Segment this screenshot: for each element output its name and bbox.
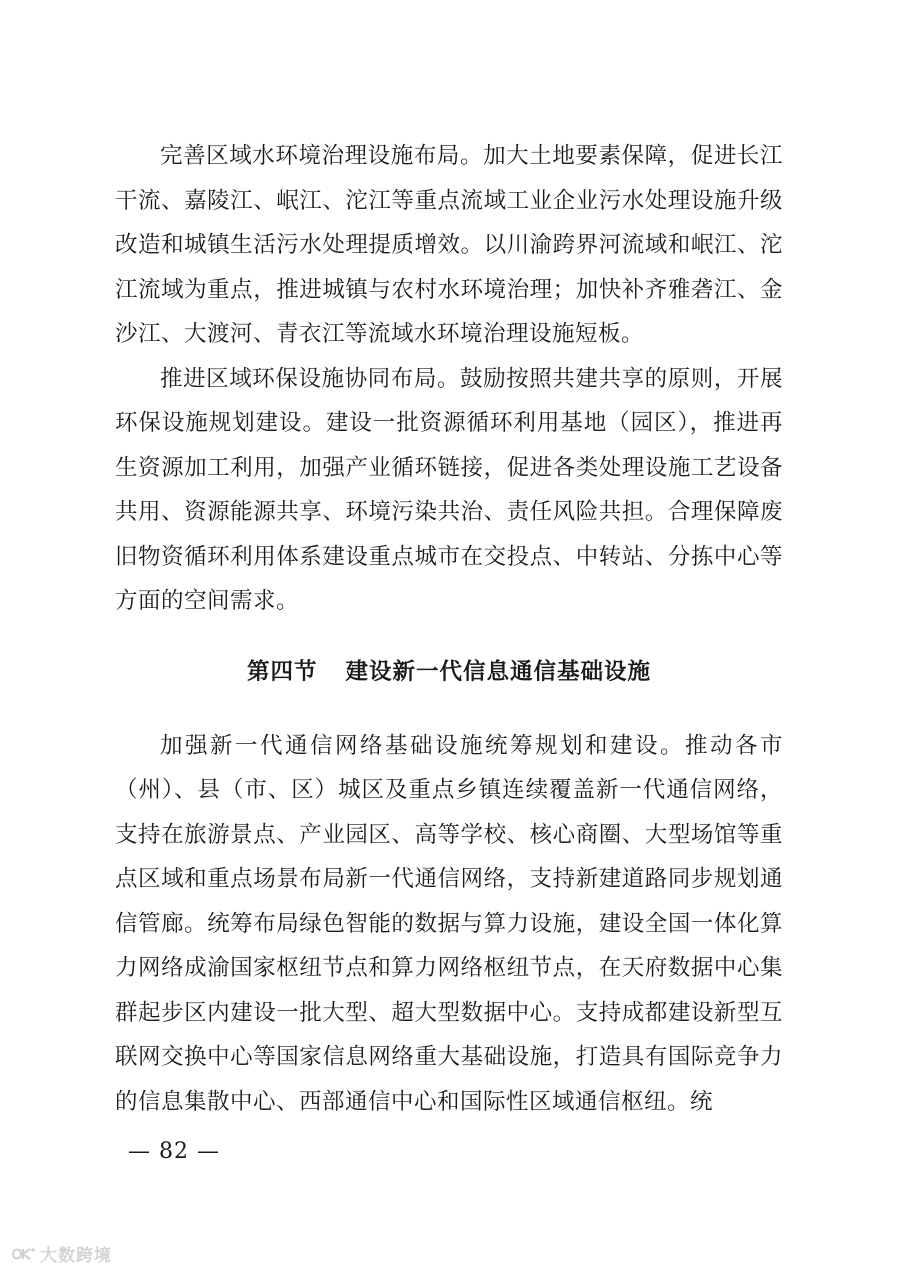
watermark xyxy=(10,1241,112,1266)
section-number: 第四节 xyxy=(246,658,318,685)
page-number: — 82 — xyxy=(128,1139,220,1164)
section-title: 建设新一代信息通信基础设施 xyxy=(345,658,652,685)
section-heading xyxy=(115,650,783,694)
dashuo-logo-icon xyxy=(10,1245,36,1263)
watermark-text: 大数跨境 xyxy=(40,1246,112,1266)
paragraph-environmental-facilities: 推进区域环保设施协同布局。鼓励按照共建共享的原则，开展环保设施规划建设。建设一批资源循环利用基地（园区），推进再生资源加工利用，加强产业循环链接，促进各类处理设施工艺设备共用、资源能源共享、环境污染共治、责任风险共担。合理保障废旧物资循环利用体系建设重点城市在交投点、中转站、分拣中心等方面的空间需求。 xyxy=(115,365,783,614)
paragraph-communication-network: 加强新一代通信网络基础设施统筹规划和建设。推动各市（州）、县（市、区）城区及重点乡镇连续覆盖新一代通信网络，支持在旅游景点、产业园区、高等学校、核心商圈、大型场馆等重点区域和重点场景布局新一代通信网络，支持新建道路同步规划通信管廊。统筹布局绿色智能的数据与算力设施，建设全国一体化算力网络成渝国家枢纽节点和算力网络枢纽节点，在天府数据中心集群起步区内建设一批大型、超大型数据中心。支持成都建设新型互联网交换中心等国家信息网络重大基础设施，打造具有国际竞争力的信息集散中心、西部通信中心和国际性区域通信枢纽。统 xyxy=(115,732,783,1115)
document-body xyxy=(115,134,783,1124)
paragraph-water-environment: 完善区域水环境治理设施布局。加大土地要素保障，促进长江干流、嘉陵江、岷江、沱江等重点流域工业企业污水处理设施升级改造和城镇生活污水处理提质增效。以川渝跨界河流域和岷江、沱江流域为重点，推进城镇与农村水环境治理；加快补齐雅砻江、金沙江、大渡河、青衣江等流域水环境治理设施短板。 xyxy=(115,143,783,347)
